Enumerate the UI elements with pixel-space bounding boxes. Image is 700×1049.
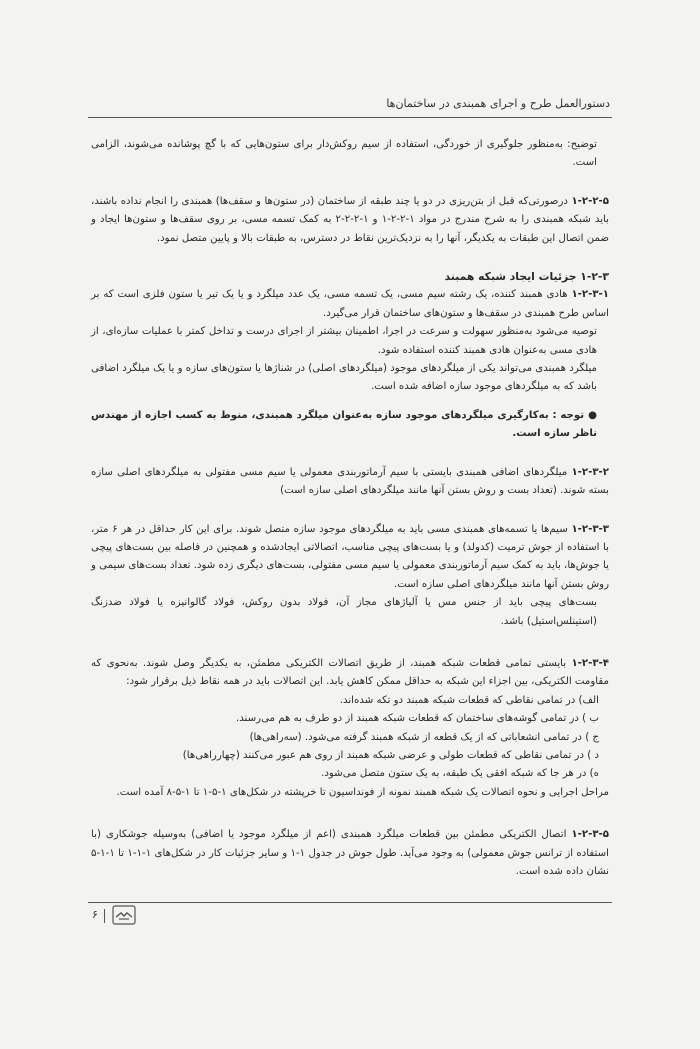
section-number: ۱-۲-۲-۵: [571, 195, 609, 207]
section-1-2-3-4: [91, 655, 609, 692]
section-text: درصورتی‌که قبل از بتن‌ریزی در دو یا چند طبقه از ساختمان (در ستون‌ها و سقف‌ها) همبندی را انجام نداده باشند، باید شبکه همبندی را به شرح مندرج در مواد ۱-۲-۲-۱ و ۱-۲-۲-۲ به کمک تسمه مسی، بر روی سقف‌ها و ستون‌ها ایجاد و ضمن اتصال این طبقات به یکدیگر، آنها را به نزدیک‌ترین نقاط در دسترس، به طبقات بالا و پایین متصل نمود.: [91, 195, 609, 244]
section-number: ۱-۲-۳-۲: [571, 466, 609, 478]
paragraph-figures-ref: مراحل اجرایی و نحوه اتصالات یک شبکه همبند نمونه از فونداسیون تا خرپشته در شکل‌های ۱-۵-۱ تا ۱-۵-۸ آمده است.: [116, 786, 609, 798]
paragraph-recommendation: توصیه می‌شود به‌منظور سهولت و سرعت در اجرا، اطمینان بیشتر از اجرای درست و تداخل کمتر با عملیات سازه‌ای، از هادی مسی به‌عنوان هادی همبند کننده استفاده شود.: [91, 326, 597, 356]
section-number: ۱-۲-۳-۳: [571, 523, 609, 535]
paragraph-note-corrosion: توضیح: به‌منظور جلوگیری از خوردگی، استفاده از سیم روکش‌دار برای ستون‌هایی که با گچ پوشانده می‌شوند، الزامی است.: [91, 139, 597, 169]
section-1-2-3-2: [91, 464, 609, 501]
running-header-title: دستورالعمل طرح و اجرای همبندی در ساختمان‌ها: [386, 97, 610, 110]
header-divider: [88, 117, 612, 118]
list-item: ب ) در تمامی گوشه‌های ساختمان که قطعات شبکه همبند از دو طرف به هم می‌رسند.: [235, 713, 599, 725]
paragraph-rebar: میلگرد همبندی می‌تواند یکی از میلگردهای موجود (میلگردهای اصلی) در شناژها یا ستون‌های سازه و یا یک میلگرد اضافی باشد که به میلگردهای موجود سازه اضافه شده است.: [91, 363, 597, 393]
section-1-2-2-5: [91, 193, 609, 248]
section-number: ۱-۲-۳-۴: [571, 657, 609, 669]
section-text: هادی همبند کننده، یک رشته سیم مسی، یک تسمه مسی، یک عدد میلگرد و یا یک تیر یا ستون فلزی است که بر اساس طرح همبندی در سقف‌ها و ستون‌های ساختمان قرار می‌گیرد.: [91, 289, 609, 319]
section-1-2-3-5: [91, 826, 609, 881]
list-item: ج ) در تمامی انشعاباتی که از یک قطعه از شبکه همبند گرفته می‌شود. (سه‌راهی‌ها): [249, 731, 599, 743]
footer-divider: [88, 902, 612, 903]
section-heading-1-2-3: ۱-۲-۳ جزئیات ایجاد شبکه همبند: [444, 270, 609, 284]
list-item: الف) در تمامی نقاطی که قطعات شبکه همبند دو تکه شده‌اند.: [339, 694, 599, 706]
page-body: [91, 136, 609, 881]
section-number: ۱-۲-۳-۱: [571, 289, 609, 301]
section-1-2-3-1: [91, 286, 609, 323]
bullet-icon: ●: [588, 409, 597, 421]
page-number: ۶: [92, 908, 98, 921]
list-item: ه) در هر جا که شبکه افقی یک طبقه، به یک ستون متصل می‌شود.: [321, 768, 599, 780]
section-text: سیم‌ها یا تسمه‌های همبندی مسی باید به میلگردهای موجود سازه متصل شوند. برای این کار حداقل در هر ۶ متر، با استفاده از جوش ترمیت (کدولد) و یا بست‌های پیچی مناسب، اتصالاتی ایجادشده و همچنین در فاصله بین بست‌های پیچی یا جوش‌ها، باید به کمک سیم آرماتوربندی معمولی یا سیم مسی مفتولی، بست‌های دیگری زده شود. تعداد بست‌های سیمی و روش بستن آنها مانند میلگردهای اصلی سازه است.: [91, 523, 609, 590]
paragraph-clamps: بست‌های پیچی باید از جنس مس یا آلیاژهای مجاز آن، فولاد بدون روکش، فولاد گالوانیزه یا فولاد ضدزنگ (استینلس‌استیل) باشد.: [91, 597, 597, 627]
section-text: بایستی تمامی قطعات شبکه همبند، از طریق اتصالات الکتریکی مطمئن، به یکدیگر وصل شوند. به‌نحوی که مقاومت الکتریکی، بین اجزاء این شبکه به حداقل ممکن کاهش یابد. این اتصالات باید در همه نقاط ذیل برقرار شود:: [91, 657, 609, 688]
publisher-logo-icon: [112, 905, 136, 925]
note-paragraph: ●توجه : به‌کارگیری میلگردهای موجود سازه به‌عنوان میلگرد همبندی، منوط به کسب اجازه از مهندس ناظر سازه است.: [91, 407, 609, 444]
section-number: ۱-۲-۳-۵: [571, 829, 609, 841]
footer-separator: [104, 909, 105, 923]
section-1-2-3-3: [91, 521, 609, 595]
section-text: میلگردهای اضافی همبندی بایستی با سیم آرماتوربندی معمولی یا سیم مسی مفتولی به میلگردهای اصلی سازه بسته شوند. (تعداد بست و روش بستن آنها مانند میلگردهای اصلی سازه است): [91, 466, 609, 497]
section-text: اتصال الکتریکی مطمئن بین قطعات میلگرد همبندی (اعم از میلگرد موجود یا اضافی) به‌وسیله جوشکاری (با استفاده از ترانس جوش معمولی) به وجود می‌آید. طول جوش در جدول ۱-۱ و سایر جزئیات کار در شکل‌های ۱-۱-۱ تا ۱-۱-۵ نشان داده شده است.: [91, 829, 609, 877]
list-item: د ) در تمامی نقاطی که قطعات طولی و عرضی شبکه همبند از روی هم عبور می‌کنند (چهارراهی‌ها): [182, 749, 599, 761]
